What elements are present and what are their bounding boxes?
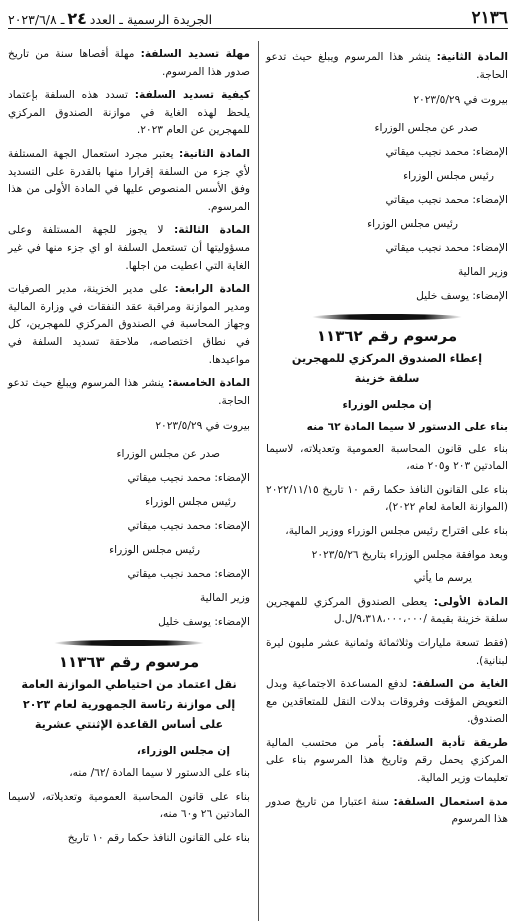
decree-subtitle bbox=[266, 349, 508, 389]
signature-line: الإمضاء: محمد نجيب ميقاتي bbox=[127, 567, 250, 580]
article-label: المادة الثانية: bbox=[436, 51, 508, 63]
article-paragraph bbox=[8, 87, 250, 140]
issue-date: ـ ٢٠٢٣/٦/٨ bbox=[8, 12, 65, 27]
article-label: المادة الخامسة: bbox=[167, 377, 250, 390]
section-separator bbox=[312, 314, 462, 320]
article-text: يعطى الصندوق المركزي للمهجرين سلفة خزينة بقيمة /٩،٣١٨،٠٠٠،٠٠٠/ل.ل bbox=[266, 595, 508, 626]
page-number: ٢١٣٦ bbox=[471, 8, 508, 28]
place-date: بيروت في ٢٠٢٣/٥/٢٩ bbox=[155, 420, 250, 433]
decree-number: مرسوم رقم ١١٣٦٣ bbox=[58, 652, 200, 671]
article-paragraph bbox=[8, 222, 250, 275]
amount-words: (فقط تسعة مليارات وثلاثمائة وثمانية عشر مليون ليرة لبنانية). bbox=[266, 636, 508, 667]
page-header bbox=[8, 6, 508, 29]
article-label: الغاية من السلفة: bbox=[412, 678, 508, 691]
council-line: إن مجلس الوزراء، bbox=[136, 745, 230, 758]
running-title-text: الجريدة الرسمية ـ العدد bbox=[89, 12, 213, 27]
running-title bbox=[8, 9, 212, 28]
article-label: المادة الثالثة: bbox=[173, 224, 250, 237]
section-separator bbox=[54, 640, 204, 646]
preamble-line: بناء على اقتراح رئيس مجلس الوزراء ووزير المالية، bbox=[285, 524, 508, 537]
preamble-line: بناء على قانون المحاسبة العمومية وتعديلاته، لاسيما المادتين ٢٦ و٦٠ منه، bbox=[8, 790, 250, 821]
decree-subtitle-line: إعطاء الصندوق المركزي للمهجرين bbox=[291, 352, 483, 366]
article-text: لدفع المساعدة الاجتماعية وبدل التعويض المؤقت وفروقات بدلات النقل للمتعاقدين مع الصندوق. bbox=[266, 678, 508, 726]
preamble-line: بناء على قانون المحاسبة العمومية وتعديلاته، لاسيما المادتين ٢٠٣ و٢٠٥ منه، bbox=[266, 442, 508, 473]
signature-line: الإمضاء: محمد نجيب ميقاتي bbox=[385, 145, 508, 158]
article-label: مدة استعمال السلفة: bbox=[393, 795, 508, 808]
signature-line: وزير المالية bbox=[457, 265, 508, 278]
article-label: مهلة تسديد السلفة: bbox=[140, 48, 250, 60]
signature-line: صدر عن مجلس الوزراء bbox=[374, 121, 478, 134]
preamble-line: بناء على القانون النافذ حكما رقم ١٠ تاريخ bbox=[67, 831, 250, 844]
preamble-line: بناء على الدستور لا سيما المادة ٦٢ منه bbox=[306, 420, 508, 433]
signature-line: الإمضاء: محمد نجيب ميقاتي bbox=[385, 241, 508, 254]
article-text: تسدد هذه السلفة بإعتماد يلحظ لهذه الغاية في موازنة الصندوق المركزي للمهجرين عن العام ٢٠٢٣. bbox=[8, 89, 250, 137]
article-label: المادة الثانية: bbox=[178, 147, 250, 160]
signature-line: رئيس مجلس الوزراء bbox=[403, 169, 494, 182]
place-date: بيروت في ٢٠٢٣/٥/٢٩ bbox=[413, 94, 508, 107]
right-column bbox=[266, 49, 508, 921]
article-label: طريقة تأدية السلفة: bbox=[392, 736, 508, 749]
signature-line: رئيس مجلس الوزراء bbox=[367, 217, 458, 230]
signature-line: الإمضاء: محمد نجيب ميقاتي bbox=[385, 193, 508, 206]
article-text: يعتبر مجرد استعمال الجهة المستلفة لأي جزء من السلفة إقرارا منها بالقدرة على التسديد وفق الأسس المنصوص عليها في المادة الأولى من هذا المرسوم. bbox=[8, 147, 250, 213]
signature-line: الإمضاء: محمد نجيب ميقاتي bbox=[127, 471, 250, 484]
article-paragraph bbox=[266, 49, 508, 84]
signature-line: وزير المالية bbox=[199, 591, 250, 604]
article-paragraph bbox=[266, 794, 508, 829]
article-paragraph bbox=[266, 594, 508, 629]
decree-subtitle-line: سلفة خزينة bbox=[354, 372, 420, 386]
article-label: المادة الأولى: bbox=[433, 595, 508, 608]
signature-line: رئيس مجلس الوزراء bbox=[145, 495, 236, 508]
preamble-line: بناء على الدستور لا سيما المادة /٦٢/ منه، bbox=[69, 767, 250, 780]
article-paragraph bbox=[8, 281, 250, 369]
signature-line: صدر عن مجلس الوزراء bbox=[116, 447, 220, 460]
article-text: على مدير الخزينة، مدير الصرفيات ومدير الموازنة ومراقبة عقد النفقات في وزارة المالية وجهاز المحاسبة في الصندوق المركزي للمهجرين، كل في نطاق اختصاصه، ملاحقة تسديد السلفة في مواعيدها. bbox=[8, 283, 250, 366]
preamble-line: وبعد موافقة مجلس الوزراء بتاريخ ٢٠٢٣/٥/٢٦ bbox=[311, 548, 508, 561]
decree-subtitle-line: على أساس القاعدة الإثنتي عشرية bbox=[34, 718, 224, 732]
article-label: كيفية تسديد السلفة: bbox=[134, 89, 250, 102]
decree-subtitle bbox=[8, 675, 250, 735]
article-paragraph bbox=[8, 375, 250, 410]
article-paragraph bbox=[266, 735, 508, 788]
article-text: ينشر هذا المرسوم ويبلغ حيث تدعو الحاجة. bbox=[266, 51, 508, 81]
issue-number: ٢٤ bbox=[67, 9, 87, 28]
signature-line: الإمضاء: يوسف خليل bbox=[416, 289, 508, 302]
preamble-line: بناء على القانون النافذ حكما رقم ١٠ تاريخ ٢٠٢٢/١١/١٥ (الموازنة العامة لعام ٢٠٢٢)، bbox=[266, 483, 508, 514]
two-column-body bbox=[8, 39, 508, 921]
article-text: ينشر هذا المرسوم ويبلغ حيث تدعو الحاجة. bbox=[8, 377, 250, 407]
signature-line: الإمضاء: محمد نجيب ميقاتي bbox=[127, 519, 250, 532]
decree-title bbox=[8, 654, 250, 672]
column-divider bbox=[258, 41, 259, 921]
decree-subtitle-line: نقل اعتماد من احتياطي الموازنة العامة bbox=[21, 678, 237, 692]
article-text: لا يجوز للجهة المستلفة وعلى مسؤوليتها أن تستعمل السلفة او اي جزء منها في غير الغاية التي اعطيت من اجلها. bbox=[8, 224, 250, 272]
signature-line: رئيس مجلس الوزراء bbox=[109, 543, 200, 556]
article-paragraph bbox=[8, 46, 250, 81]
article-text: بأمر من محتسب المالية المركزي يحمل رقم وتاريخ هذا المرسوم بناء على تعليمات وزير المالية. bbox=[266, 736, 508, 785]
decree-number: مرسوم رقم ١١٣٦٢ bbox=[316, 326, 458, 345]
article-paragraph bbox=[8, 146, 250, 216]
decree-subtitle-line: إلى موازنة رئاسة الجمهورية لعام ٢٠٢٣ bbox=[22, 698, 236, 712]
signature-line: الإمضاء: يوسف خليل bbox=[158, 615, 250, 628]
article-paragraph bbox=[266, 676, 508, 729]
article-text: مهلة أقصاها سنة من تاريخ صدور هذا المرسوم. bbox=[8, 48, 250, 78]
council-line: إن مجلس الوزراء bbox=[342, 399, 432, 412]
left-column bbox=[8, 46, 250, 921]
article-text: سنة اعتبارا من تاريخ صدور هذا المرسوم bbox=[266, 795, 508, 826]
article-label: المادة الرابعة: bbox=[174, 283, 250, 296]
decrees-line: يرسم ما يأتي bbox=[413, 572, 472, 585]
decree-title bbox=[266, 328, 508, 346]
